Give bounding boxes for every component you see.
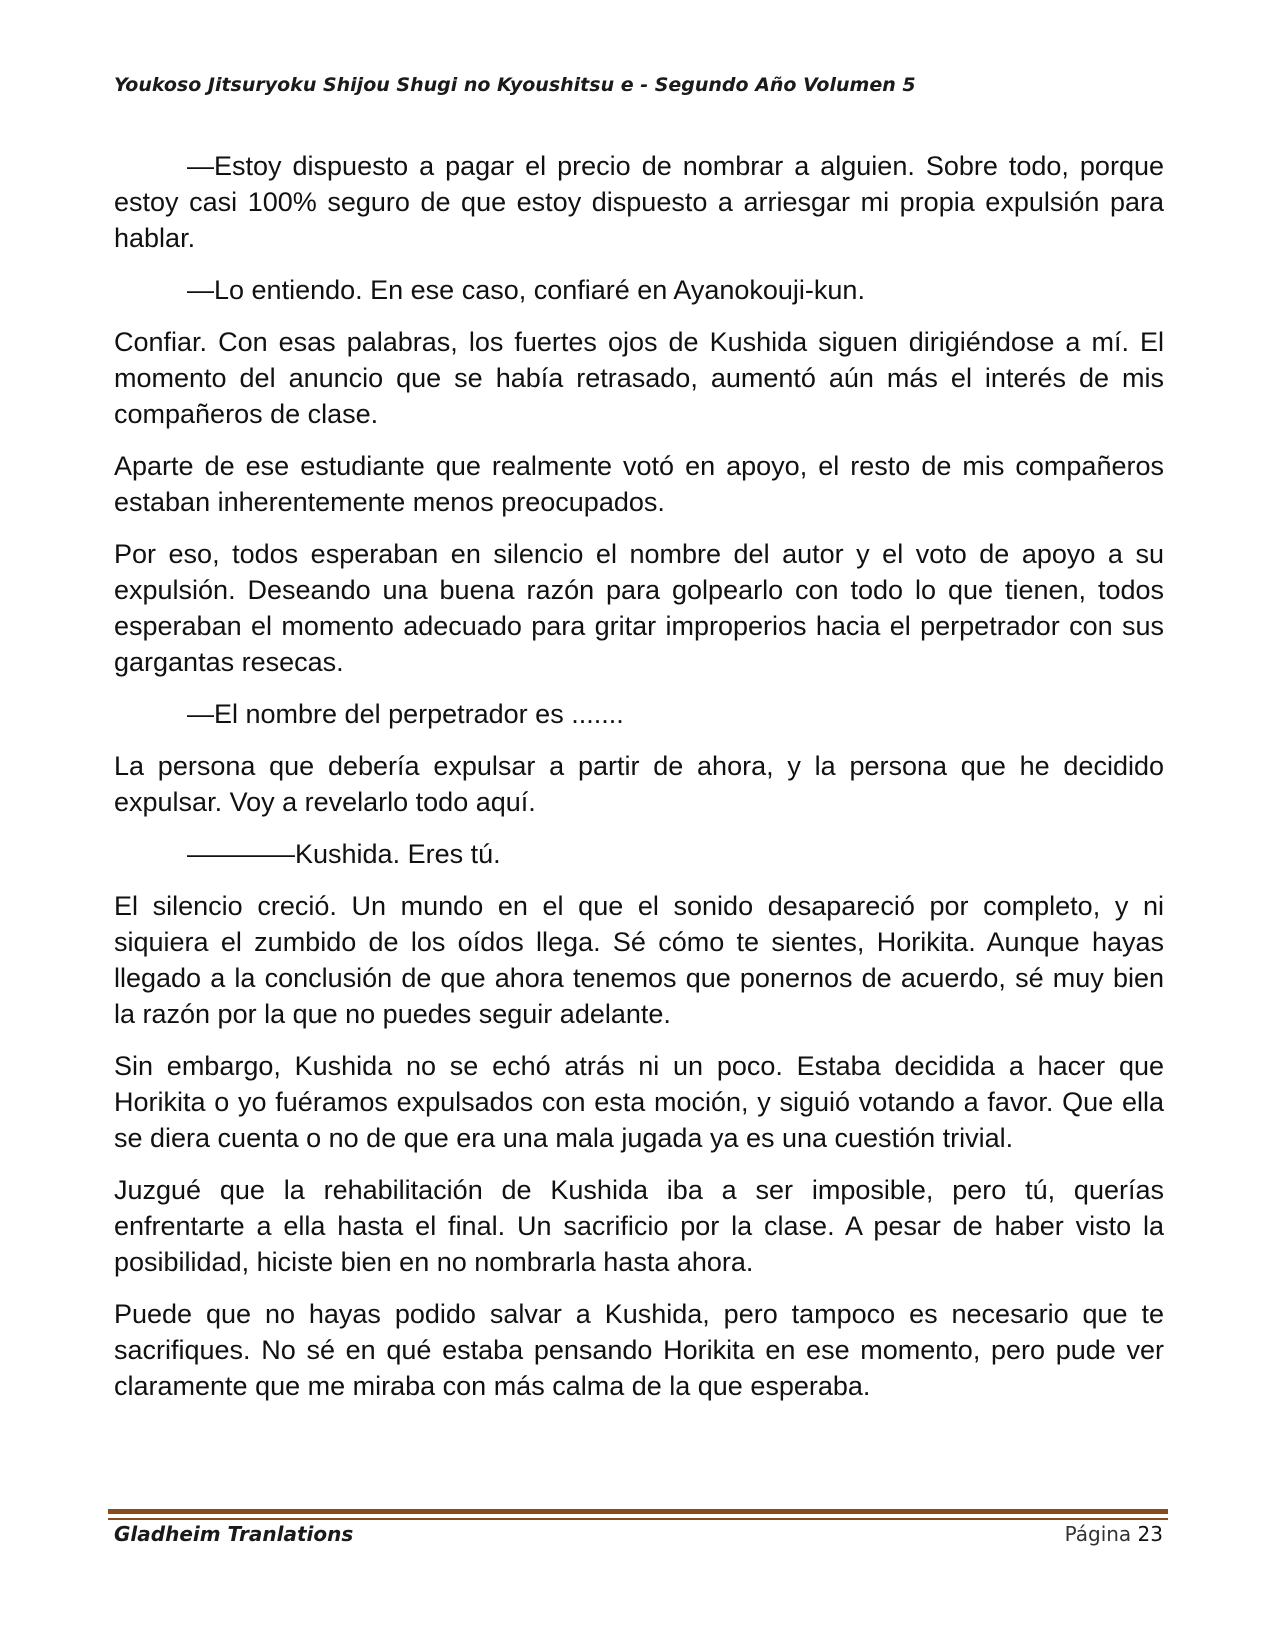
paragraph: Por eso, todos esperaban en silencio el nombre del autor y el voto de apoyo a su expulsión. Deseando una buena razón para golpearlo con todo lo que tienen, todos esperaban el momento adecuado para gritar improperios hacia el perpetrador con sus gargantas resecas. [114, 539, 1164, 677]
page-number-label [1065, 1522, 1163, 1546]
paragraph: Sin embargo, Kushida no se echó atrás ni un poco. Estaba decidida a hacer que Horikita o yo fuéramos expulsados con esta moción, y siguió votando a favor. Que ella se diera cuenta o no de que era una mala jugada ya es una cuestión trivial. [114, 1051, 1164, 1153]
paragraph: ————Kushida. Eres tú. [187, 839, 501, 869]
paragraph: —Estoy dispuesto a pagar el precio de nombrar a alguien. Sobre todo, porque estoy casi 100% seguro de que estoy dispuesto a arriesgar mi propia expulsión para hablar. [114, 151, 1164, 253]
page-label: Página [1064, 1522, 1132, 1546]
paragraph: Puede que no hayas podido salvar a Kushida, pero tampoco es necesario que te sacrifiques. No sé en qué estaba pensando Horikita en ese momento, pero pude ver claramente que me miraba con más calma de la que esperaba. [114, 1299, 1164, 1401]
paragraph: —El nombre del perpetrador es ....... [187, 699, 624, 729]
page-header-title: Youkoso Jitsuryoku Shijou Shugi no Kyoushitsu e - Segundo Año Volumen 5 [114, 74, 916, 96]
paragraph: Confiar. Con esas palabras, los fuertes ojos de Kushida siguen dirigiéndose a mí. El momento del anuncio que se había retrasado, aumentó aún más el interés de mis compañeros de clase. [114, 327, 1164, 429]
page-number: 23 [1137, 1522, 1163, 1546]
page-body [114, 148, 1164, 1420]
footer-divider [108, 1509, 1168, 1520]
paragraph: La persona que debería expulsar a partir de ahora, y la persona que he decidido expulsar. Voy a revelarlo todo aquí. [114, 751, 1164, 817]
paragraph: —Lo entiendo. En ese caso, confiaré en Ayanokouji-kun. [187, 275, 865, 305]
paragraph: Juzgué que la rehabilitación de Kushida iba a ser imposible, pero tú, querías enfrentarte a ella hasta el final. Un sacrificio por la clase. A pesar de haber visto la posibilidad, hiciste bien en no nombrarla hasta ahora. [114, 1175, 1164, 1277]
paragraph: El silencio creció. Un mundo en el que el sonido desapareció por completo, y ni siquiera el zumbido de los oídos llega. Sé cómo te sientes, Horikita. Aunque hayas llegado a la conclusión de que ahora tenemos que ponernos de acuerdo, sé muy bien la razón por la que no puedes seguir adelante. [114, 891, 1164, 1029]
footer-credit: Gladheim Tranlations [114, 1522, 354, 1546]
paragraph: Aparte de ese estudiante que realmente votó en apoyo, el resto de mis compañeros estaban inherentemente menos preocupados. [114, 451, 1164, 517]
